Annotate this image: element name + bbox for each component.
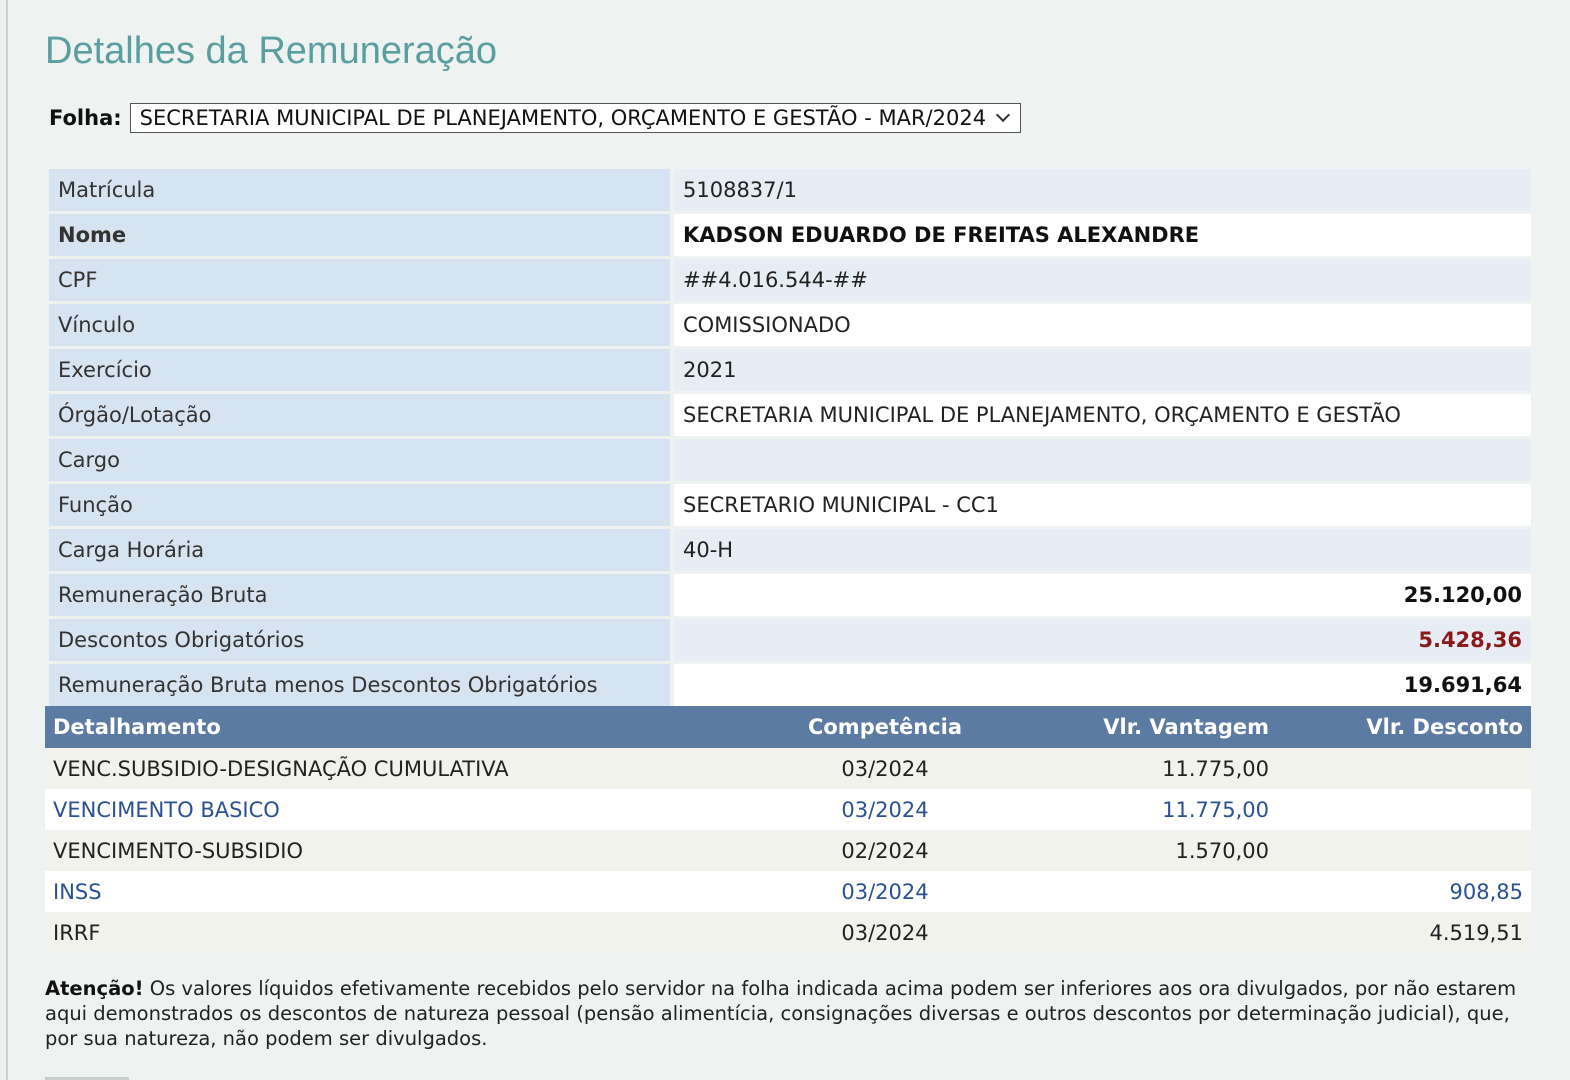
info-label: Carga Horária [49, 529, 674, 571]
cell-desconto [1277, 748, 1531, 789]
detail-header-row [45, 706, 1531, 748]
header-detalhamento: Detalhamento [45, 706, 745, 748]
info-row-exercicio [49, 349, 1531, 391]
info-label: Matrícula [49, 169, 674, 211]
folha-label: Folha: [49, 106, 122, 130]
cell-vantagem: 11.775,00 [1025, 789, 1277, 830]
info-row-cargo [49, 439, 1531, 481]
header-competencia: Competência [745, 706, 1025, 748]
info-label: Cargo [49, 439, 674, 481]
info-value: SECRETARIO MUNICIPAL - CC1 [674, 484, 1531, 526]
info-row-descontos [49, 619, 1531, 661]
folha-select[interactable] [130, 103, 1021, 133]
table-row [45, 748, 1531, 789]
info-label: Descontos Obrigatórios [49, 619, 674, 661]
cell-competencia: 03/2024 [745, 871, 1025, 912]
cell-descricao: IRRF [45, 912, 745, 953]
info-row-nome [49, 214, 1531, 256]
attention-strong: Atenção! [45, 977, 144, 1000]
cell-vantagem [1025, 912, 1277, 953]
cell-vantagem: 1.570,00 [1025, 830, 1277, 871]
folha-selector-row [49, 101, 1021, 135]
cell-vantagem: 11.775,00 [1025, 748, 1277, 789]
info-label: Vínculo [49, 304, 674, 346]
table-row [45, 789, 1531, 830]
info-label: Remuneração Bruta menos Descontos Obrigatórios [49, 664, 674, 706]
info-row-cpf [49, 259, 1531, 301]
cell-vantagem [1025, 871, 1277, 912]
cell-desconto: 908,85 [1277, 871, 1531, 912]
info-label: Órgão/Lotação [49, 394, 674, 436]
table-row [45, 871, 1531, 912]
attention-notice [45, 976, 1531, 1051]
cell-descricao: VENC.SUBSIDIO-DESIGNAÇÃO CUMULATIVA [45, 748, 745, 789]
info-row-carga-horaria [49, 529, 1531, 571]
info-label: Exercício [49, 349, 674, 391]
info-value: SECRETARIA MUNICIPAL DE PLANEJAMENTO, ORÇAMENTO E GESTÃO [674, 394, 1531, 436]
info-row-remuneracao-bruta [49, 574, 1531, 616]
table-row [45, 830, 1531, 871]
info-value: 5.428,36 [674, 619, 1531, 661]
employee-info-table [49, 166, 1531, 709]
cell-competencia: 02/2024 [745, 830, 1025, 871]
cell-competencia: 03/2024 [745, 789, 1025, 830]
info-value: 25.120,00 [674, 574, 1531, 616]
info-label: Remuneração Bruta [49, 574, 674, 616]
info-row-liquida [49, 664, 1531, 706]
info-label: Função [49, 484, 674, 526]
header-vantagem: Vlr. Vantagem [1025, 706, 1277, 748]
info-value: KADSON EDUARDO DE FREITAS ALEXANDRE [674, 214, 1531, 256]
detail-table [45, 706, 1531, 953]
info-row-orgao [49, 394, 1531, 436]
left-border [6, 0, 8, 1080]
info-value: COMISSIONADO [674, 304, 1531, 346]
cell-competencia: 03/2024 [745, 748, 1025, 789]
info-value: 40-H [674, 529, 1531, 571]
chevron-down-icon [996, 108, 1010, 122]
info-value: 2021 [674, 349, 1531, 391]
cell-desconto [1277, 830, 1531, 871]
info-label: Nome [49, 214, 674, 256]
info-row-matricula [49, 169, 1531, 211]
cell-competencia: 03/2024 [745, 912, 1025, 953]
cell-descricao: VENCIMENTO BASICO [45, 789, 745, 830]
info-row-vinculo [49, 304, 1531, 346]
info-value: 19.691,64 [674, 664, 1531, 706]
table-row [45, 912, 1531, 953]
info-value [674, 439, 1531, 481]
cell-descricao: VENCIMENTO-SUBSIDIO [45, 830, 745, 871]
cell-desconto: 4.519,51 [1277, 912, 1531, 953]
page-title: Detalhes da Remuneração [45, 30, 498, 72]
header-desconto: Vlr. Desconto [1277, 706, 1531, 748]
cell-descricao: INSS [45, 871, 745, 912]
folha-selected-value: SECRETARIA MUNICIPAL DE PLANEJAMENTO, ORÇAMENTO E GESTÃO - MAR/2024 [139, 106, 987, 130]
info-value: 5108837/1 [674, 169, 1531, 211]
info-row-funcao [49, 484, 1531, 526]
info-value: ##4.016.544-## [674, 259, 1531, 301]
info-label: CPF [49, 259, 674, 301]
cell-desconto [1277, 789, 1531, 830]
attention-text: Os valores líquidos efetivamente recebidos pelo servidor na folha indicada acima podem ser inferiores aos ora divulgados, por não estarem aqui demonstrados os descontos de natureza pessoal (pensão alimentícia, consignações diversas e outros descontos por determinação judicial), que, por sua natureza, não podem ser divulgados. [45, 977, 1517, 1050]
